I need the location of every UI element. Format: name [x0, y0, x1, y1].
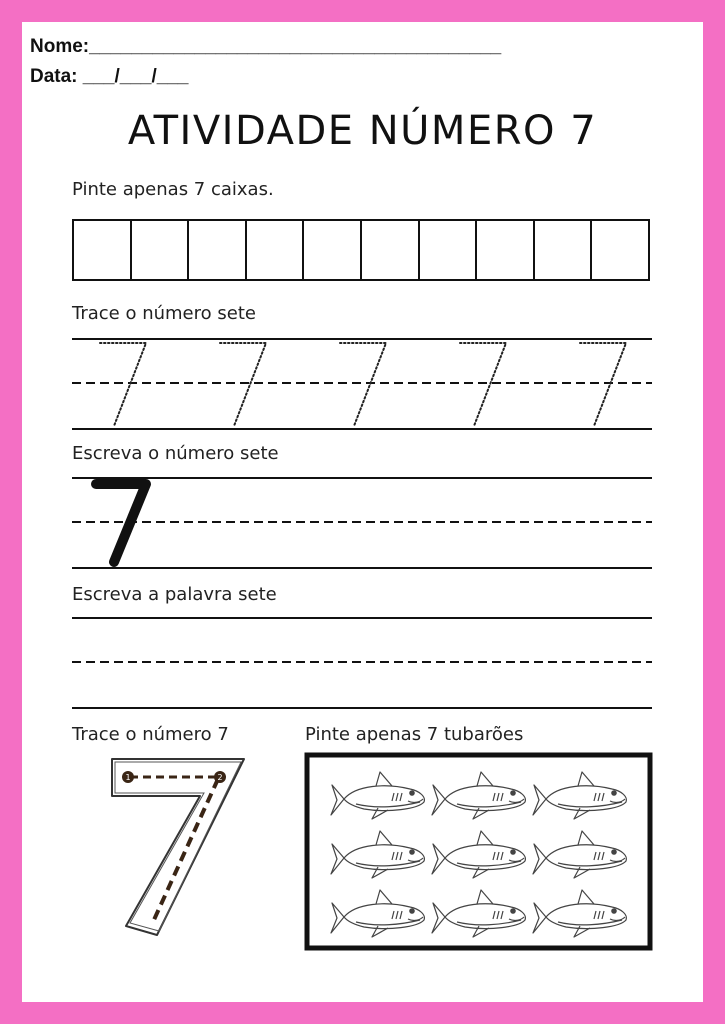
shark[interactable]: [432, 772, 525, 819]
shark[interactable]: [331, 890, 424, 937]
write-number-instruction: Escreva o número sete: [72, 443, 279, 464]
trace-lines: [72, 339, 652, 429]
worksheet: [22, 22, 703, 1002]
sharks-instruction: Pinte apenas 7 tubarões: [305, 724, 524, 745]
write-word-lines: [72, 618, 652, 708]
dotted-seven[interactable]: [580, 343, 626, 426]
trace-instruction: Trace o número sete: [72, 303, 256, 324]
write-word-instruction: Escreva a palavra sete: [72, 584, 277, 605]
page-title: ATIVIDADE NÚMERO 7: [127, 108, 598, 154]
dotted-seven[interactable]: [220, 343, 266, 426]
boxes-instruction: Pinte apenas 7 caixas.: [72, 179, 274, 200]
stroke-number-1: 1: [125, 773, 131, 782]
shark[interactable]: [432, 890, 525, 937]
outlined-seven[interactable]: [112, 759, 244, 935]
shark[interactable]: [533, 831, 626, 878]
stroke-number-2: 2: [217, 773, 223, 782]
handwriting-guides: [22, 22, 703, 1002]
dotted-seven[interactable]: [460, 343, 506, 426]
trace7-instruction: Trace o número 7: [72, 724, 229, 745]
shark[interactable]: [331, 772, 424, 819]
dotted-seven[interactable]: [340, 343, 386, 426]
shark[interactable]: [533, 772, 626, 819]
shark-grid: [331, 772, 626, 937]
shark[interactable]: [331, 831, 424, 878]
dotted-seven-group: [100, 343, 626, 426]
write-number-lines: [72, 478, 652, 568]
name-field[interactable]: Nome:_______________________________________: [30, 36, 502, 57]
date-field[interactable]: Data: ___/___/___: [30, 66, 189, 87]
shark[interactable]: [533, 890, 626, 937]
dotted-seven[interactable]: [100, 343, 146, 426]
shark[interactable]: [432, 831, 525, 878]
